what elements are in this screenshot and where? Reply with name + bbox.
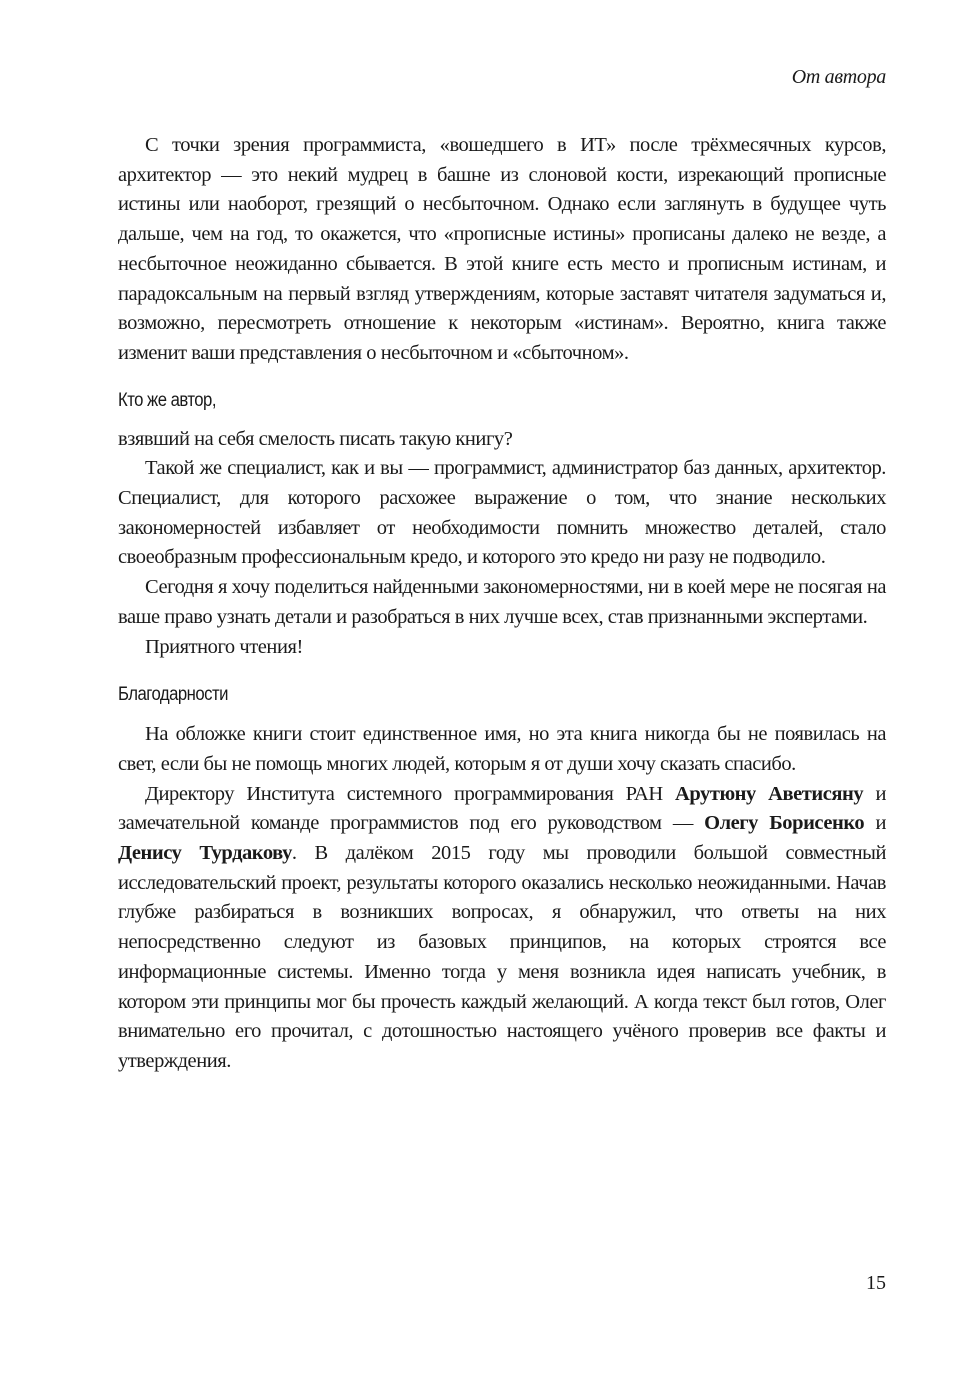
text-run: и замечательной команде программистов под его руководством — xyxy=(118,782,886,835)
thanks-paragraph xyxy=(118,780,886,1077)
section-subheading-line: взявший на себя смелость писать такую книгу? xyxy=(118,427,513,450)
text-run: . В далёком 2015 году мы проводили большой совместный исследовательский проект, результаты которого оказались несколько неожиданными. Начав глубже разбираться в возникших вопросах, я обнаружил, что ответы на них непосредственно следуют из базовых принципов, на которых строятся все информационные системы. Именно тогда у меня возникла идея написать учебник, в котором эти принципы мог бы прочесть каждый желающий. А когда текст был готов, Олег внимательно его прочитал, с дотошностью настоящего учёного проверив все факты и утверждения. xyxy=(118,842,886,1072)
running-head: От автора xyxy=(791,66,886,88)
person-name: Денису Турдакову xyxy=(118,842,292,865)
thanks-paragraph: На обложке книги стоит единственное имя, но эта книга никогда бы не появилась на свет, если бы не помощь многих людей, которым я от души хочу сказать спасибо. xyxy=(118,723,886,775)
text-run: и xyxy=(864,812,886,835)
section-heading-author: Кто же автор, xyxy=(118,389,216,411)
person-name: Олегу Борисенко xyxy=(704,812,865,835)
section-heading-thanks: Благодарности xyxy=(118,684,228,706)
intro-paragraph: С точки зрения программиста, «вошедшего в ИТ» после трёхмесячных курсов, архитектор — это некий мудрец в башне из слоновой кости, изрекающий прописные истины или наоборот, грезящий о несбыточном. Однако если заглянуть в будущее чуть дальше, чем на год, то окажется, что «прописные истины» прописаны далеко не везде, а несбыточное неожиданно сбывается. В этой книге есть место и прописным истинам, и парадоксальным на первый взгляд утверждениям, которые заставят читателя задуматься и, возможно, пересмотреть отношение к некоторым «истинам». Вероятно, книга также изменит ваши представления о несбыточном и «сбыточном». xyxy=(118,134,886,364)
author-paragraph: Приятного чтения! xyxy=(145,635,303,658)
author-paragraph: Такой же специалист, как и вы — программист, администратор баз данных, архитектор. Специалист, для которого расхожее выражение о том, что знание нескольких закономерностей избавляет от необходимости помнить множество деталей, стало своеобразным профессиональным кредо, и которого это кредо ни разу не подводило. xyxy=(118,457,886,569)
page-number: 15 xyxy=(866,1272,886,1294)
body-text xyxy=(118,131,886,1077)
person-name: Арутюну Аветисяну xyxy=(674,782,864,805)
author-paragraph: Сегодня я хочу поделиться найденными закономерностями, ни в коей мере не посягая на ваше право узнать детали и разобраться в них лучше всех, став признанными экспертами. xyxy=(118,576,886,628)
text-run: Директору Института системного программирования РАН xyxy=(145,782,675,805)
